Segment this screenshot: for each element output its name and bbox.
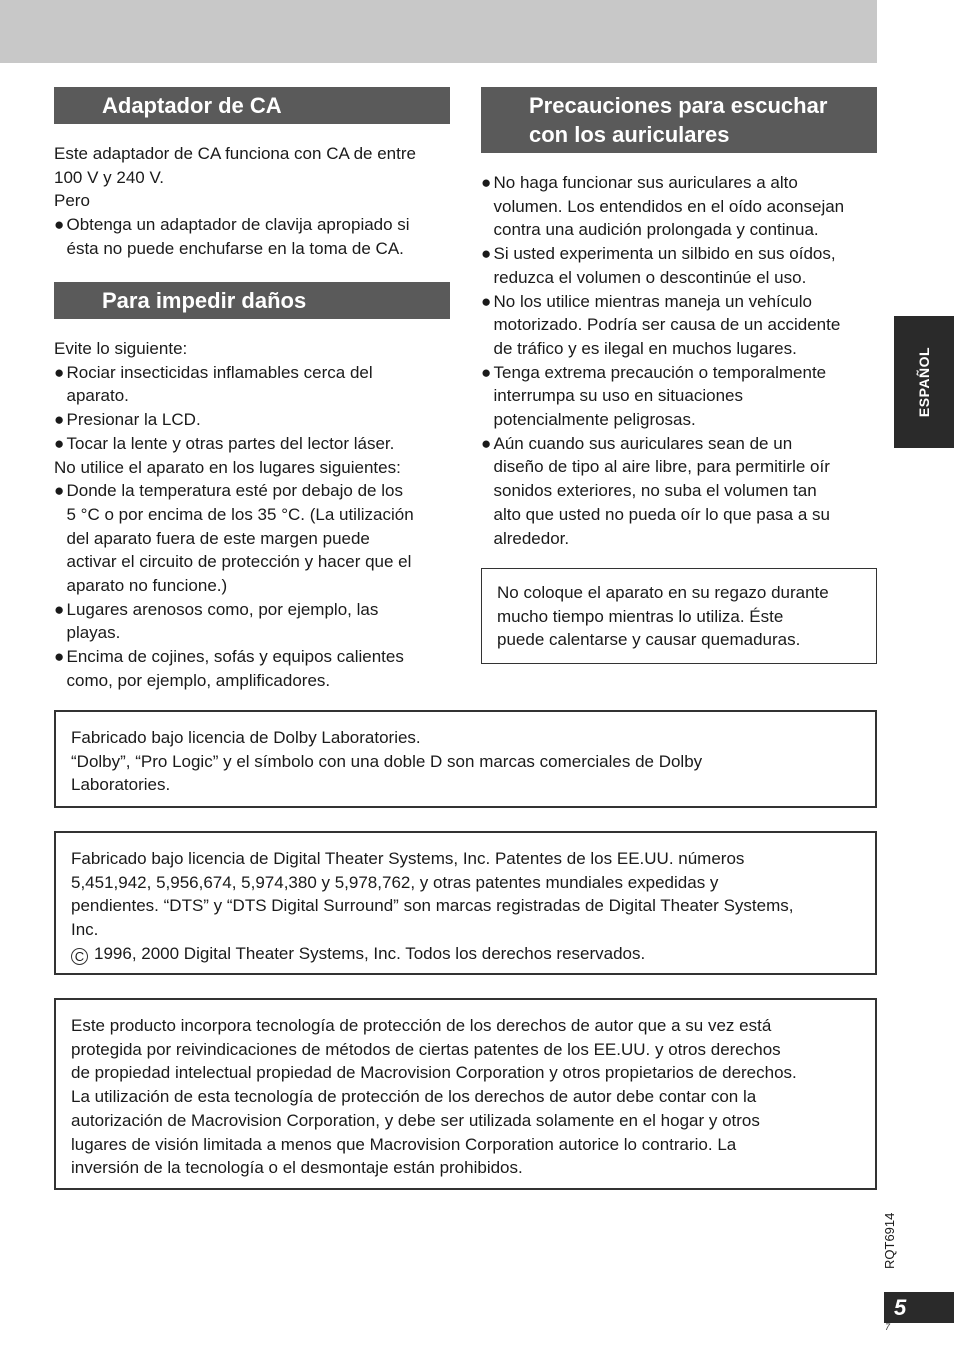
bullet-line: 5 °C o por encima de los 35 °C. (La utilización	[66, 504, 414, 524]
body-line: 100 V y 240 V.	[54, 167, 164, 187]
sub-page-number: 7	[885, 1322, 891, 1332]
bullet-item	[54, 432, 454, 456]
box-line: 5,451,942, 5,956,674, 5,974,380 y 5,978,762, y otras patentes mundiales expedidas y	[71, 872, 719, 892]
bullet-line: Presionar la LCD.	[66, 410, 201, 430]
adaptador-body	[54, 142, 454, 261]
bullet-line: sonidos exteriores, no suba el volumen tan	[493, 481, 817, 501]
page-number-box	[884, 1292, 954, 1323]
bullet-dot-icon: ●	[481, 291, 492, 311]
bullet-line: reduzca el volumen o descontinúe el uso.	[493, 267, 807, 287]
language-tab-label: ESPAÑOL	[916, 346, 932, 418]
model-code: RQT6914	[882, 1212, 897, 1269]
body-line: Pero	[54, 191, 90, 211]
box-line: Fabricado bajo licencia de Dolby Laboratories.	[71, 728, 421, 747]
section-title-text: Para impedir daños	[102, 288, 307, 313]
section-title-precauciones	[481, 87, 877, 153]
bullet-item	[54, 361, 454, 408]
bullet-dot-icon: ●	[481, 173, 492, 192]
box-line: La utilización de esta tecnología de protección de los derechos de autor debe contar con la	[71, 1087, 757, 1107]
bullet-line: Tocar la lente y otras partes del lector láser.	[66, 433, 395, 453]
box-line: mucho tiempo mientras lo utiliza. Éste	[497, 606, 784, 626]
bullet-item	[54, 408, 454, 432]
bullet-dot-icon: ●	[481, 362, 492, 382]
box-line: No coloque el aparato en su regazo durante	[497, 583, 829, 602]
bullet-dot-icon: ●	[54, 481, 65, 501]
bullet-line: diseño de tipo al aire libre, para permitirle oír	[493, 457, 830, 477]
bullet-line: Rociar insecticidas inflamables cerca del	[66, 362, 373, 382]
impedir-body	[54, 337, 454, 693]
bullet-item	[481, 290, 881, 361]
bullet-line: como, por ejemplo, amplificadores.	[66, 670, 331, 690]
bullet-item	[54, 213, 454, 260]
section-title-text: con los auriculares	[529, 122, 730, 147]
body-line: Este adaptador de CA funciona con CA de entre	[54, 144, 416, 163]
bullet-item	[54, 645, 454, 692]
bullet-dot-icon: ●	[54, 599, 65, 619]
bullet-line: de tráfico y es ilegal en muchos lugares.	[493, 338, 797, 358]
bullet-line: alto que usted no pueda oír lo que pasa a su	[493, 504, 830, 524]
bullet-line: No los utilice mientras maneja un vehículo	[493, 291, 812, 311]
bullet-line: aparato.	[66, 386, 129, 406]
box-line: Este producto incorpora tecnología de protección de los derechos de autor que a su vez está	[71, 1016, 772, 1035]
bullet-dot-icon: ●	[54, 215, 65, 235]
page-number: 5	[894, 1295, 907, 1320]
bullet-line: aparato no funcione.)	[66, 576, 228, 596]
bullet-line: Donde la temperatura esté por debajo de los	[66, 481, 403, 501]
bullet-line: Si usted experimenta un silbido en sus oídos,	[493, 244, 836, 264]
precauciones-body	[481, 171, 881, 550]
bullet-line: interrumpa su uso en situaciones	[493, 386, 743, 406]
box-line: Inc.	[71, 920, 99, 940]
bullet-item	[481, 171, 881, 242]
bullet-line: No haga funcionar sus auriculares a alto	[493, 173, 798, 192]
box-line: pendientes. “DTS” y “DTS Digital Surround” son marcas registradas de Digital Theater Systems,	[71, 896, 794, 916]
copyright-line	[71, 942, 863, 966]
bullet-line: Tenga extrema precaución o temporalmente	[493, 362, 827, 382]
section-title-impedir	[54, 282, 450, 319]
bullet-line: playas.	[66, 623, 121, 643]
bullet-item	[54, 598, 454, 645]
bullet-item	[481, 432, 881, 551]
bullet-line: del aparato fuera de este margen puede	[66, 528, 370, 548]
bullet-line: alrededor.	[493, 528, 570, 548]
bullet-dot-icon: ●	[54, 647, 65, 667]
macrovision-box	[54, 998, 877, 1190]
box-line: lugares de visión limitada a menos que Macrovision Corporation autorice lo contrario. La	[71, 1134, 737, 1154]
section-title-text: Precauciones para escuchar	[529, 93, 828, 118]
box-line: Laboratories.	[71, 775, 171, 795]
bullet-line: potencialmente peligrosas.	[493, 410, 696, 430]
box-line: “Dolby”, “Pro Logic” y el símbolo con una doble D son marcas comerciales de Dolby	[71, 751, 703, 771]
bullet-item	[481, 242, 881, 289]
bullet-line: Encima de cojines, sofás y equipos calientes	[66, 647, 404, 667]
warning-box-regazo	[481, 568, 877, 664]
box-line: protegida por reivindicaciones de métodos de ciertas patentes de los EE.UU. y otros derechos	[71, 1039, 781, 1059]
bullet-dot-icon: ●	[54, 362, 65, 382]
dts-license-box	[54, 831, 877, 975]
bullet-line: activar el circuito de protección y hacer que el	[66, 552, 412, 572]
language-tab	[894, 316, 954, 448]
copyright-text: 1996, 2000 Digital Theater Systems, Inc. Todos los derechos reservados.	[94, 943, 646, 963]
bullet-dot-icon: ●	[54, 410, 65, 430]
bullet-item	[54, 479, 454, 598]
section-title-adaptador	[54, 87, 450, 124]
box-line: de propiedad intelectual propiedad de Macrovision Corporation y otros propietarios de derechos.	[71, 1063, 797, 1083]
bullet-line: Aún cuando sus auriculares sean de un	[493, 433, 793, 453]
dolby-license-box	[54, 710, 877, 808]
bullet-dot-icon: ●	[54, 433, 65, 453]
bullet-item	[481, 361, 881, 432]
section-title-text: Adaptador de CA	[102, 93, 282, 118]
box-line: autorización de Macrovision Corporation, y debe ser utilizada solamente en el hogar y otros	[71, 1110, 760, 1130]
bullet-line: volumen. Los entendidos en el oído aconsejan	[493, 196, 845, 216]
bullet-dot-icon: ●	[481, 244, 492, 264]
copyright-icon: C	[71, 948, 88, 965]
bullet-line: contra una audición prolongada y continua.	[493, 220, 819, 240]
box-line: Fabricado bajo licencia de Digital Theater Systems, Inc. Patentes de los EE.UU. números	[71, 849, 745, 868]
bullet-dot-icon: ●	[481, 433, 492, 453]
bullet-line: Lugares arenosos como, por ejemplo, las	[66, 599, 379, 619]
box-line: puede calentarse y causar quemaduras.	[497, 630, 801, 650]
bullet-line: motorizado. Podría ser causa de un accidente	[493, 315, 841, 335]
body-line: Evite lo siguiente:	[54, 339, 188, 358]
body-line: No utilice el aparato en los lugares siguientes:	[54, 457, 401, 477]
bullet-line: Obtenga un adaptador de clavija apropiado si	[66, 215, 410, 235]
top-header-band	[0, 0, 877, 63]
box-line: inversión de la tecnología o el desmontaje están prohibidos.	[71, 1158, 523, 1178]
bullet-line: ésta no puede enchufarse en la toma de CA.	[66, 238, 404, 258]
